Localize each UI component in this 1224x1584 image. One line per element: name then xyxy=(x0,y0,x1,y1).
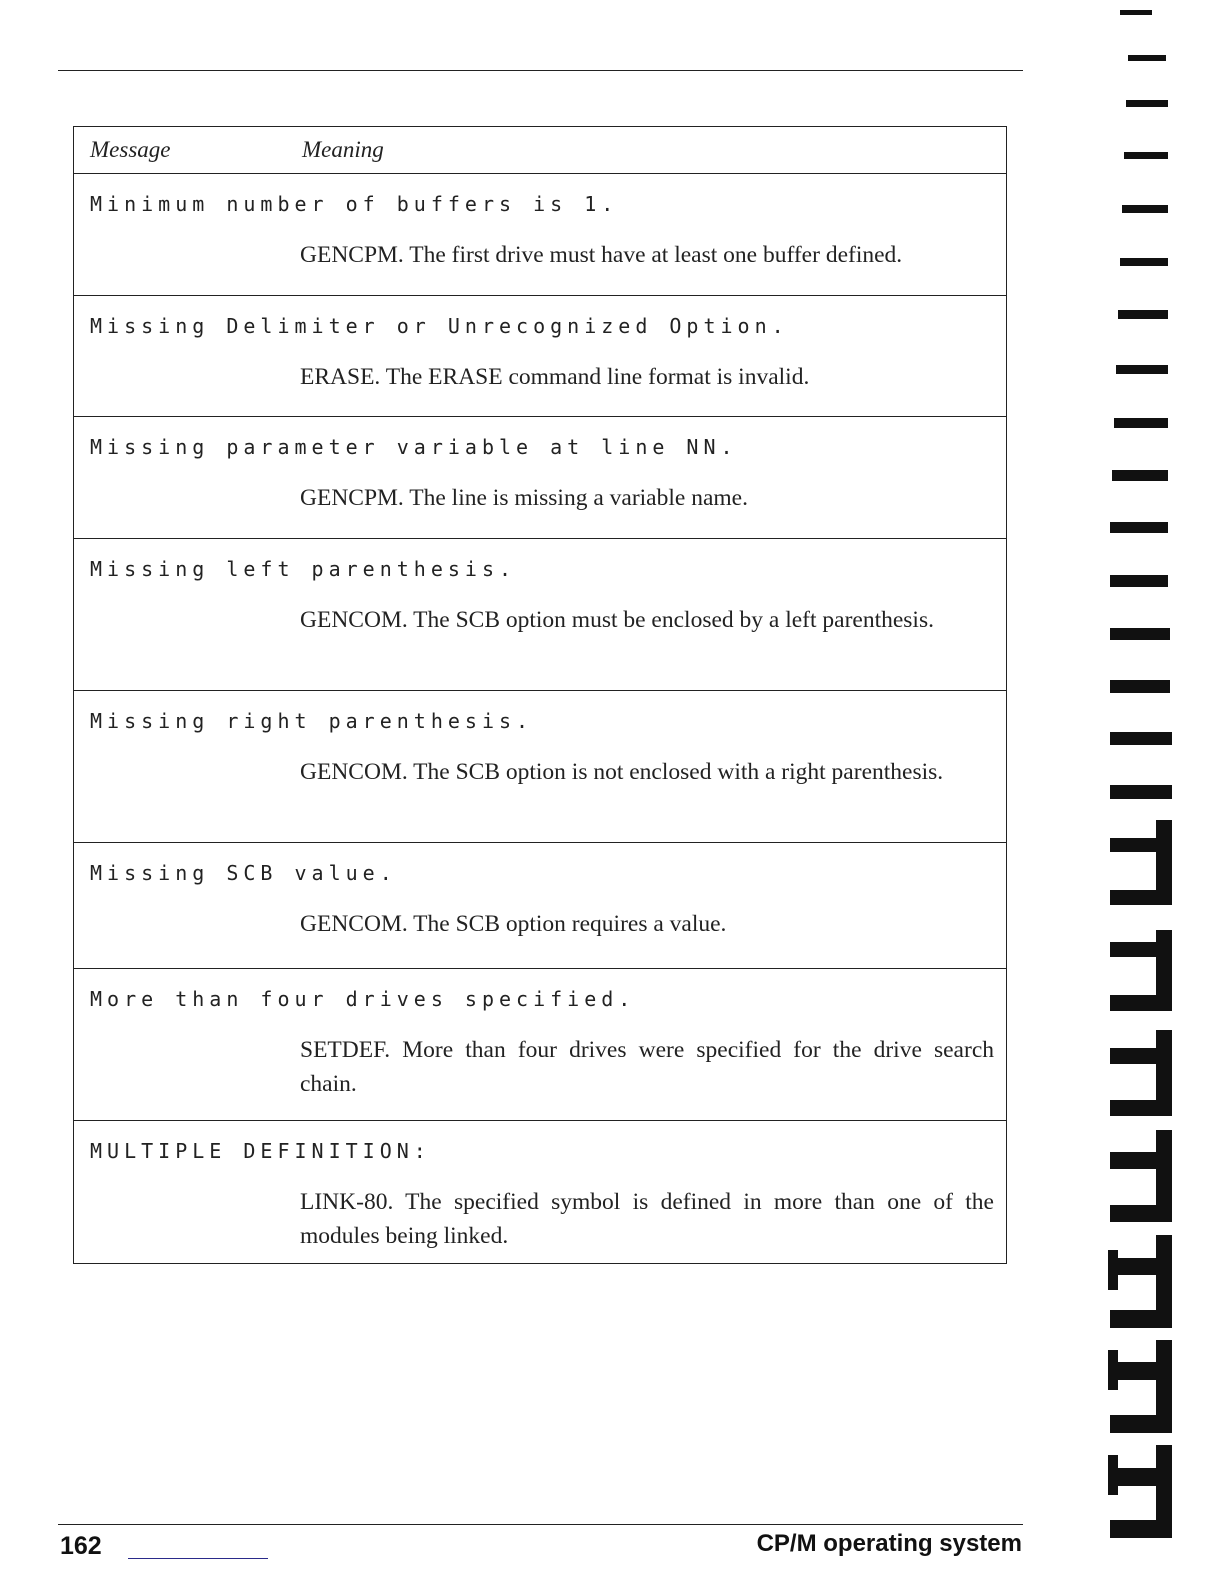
message-text: Missing parameter variable at line NN. xyxy=(90,435,738,459)
table-row xyxy=(74,1121,1006,1263)
top-rule xyxy=(58,70,1023,71)
meaning-text: ERASE. The ERASE command line format is invalid. xyxy=(300,364,810,390)
meaning-text: SETDEF. More than four drives were specified for the drive search chain. xyxy=(300,1037,994,1097)
message-text: Missing Delimiter or Unrecognized Option. xyxy=(90,314,789,338)
table-row xyxy=(74,174,1006,296)
footer-rule xyxy=(58,1524,1023,1525)
meaning-text: LINK-80. The specified symbol is defined in more than one of the modules being linked. xyxy=(300,1189,994,1249)
message-text: MULTIPLE DEFINITION: xyxy=(90,1139,431,1163)
message-text: More than four drives specified. xyxy=(90,987,636,1011)
table-row xyxy=(74,969,1006,1121)
table-row xyxy=(74,417,1006,539)
table-header xyxy=(74,127,1006,174)
message-text: Missing left parenthesis. xyxy=(90,557,517,581)
message-text: Minimum number of buffers is 1. xyxy=(90,192,619,216)
binding-edge-image xyxy=(1098,0,1224,1584)
meaning-text: GENCOM. The SCB option must be enclosed by a left parenthesis. xyxy=(300,607,934,633)
message-text: Missing SCB value. xyxy=(90,861,397,885)
meaning-text: GENCOM. The SCB option is not enclosed with a right parenthesis. xyxy=(300,759,944,785)
table-row xyxy=(74,691,1006,843)
meaning-text: GENCPM. The line is missing a variable name. xyxy=(300,485,748,511)
header-message: Message xyxy=(90,137,171,162)
page-number-underline xyxy=(128,1558,268,1559)
footer-title: CP/M operating system xyxy=(756,1530,1022,1557)
table-row xyxy=(74,843,1006,969)
table-row xyxy=(74,296,1006,417)
message-text: Missing right parenthesis. xyxy=(90,709,534,733)
meaning-text: GENCOM. The SCB option requires a value. xyxy=(300,911,727,937)
meaning-text: GENCPM. The first drive must have at least one buffer defined. xyxy=(300,242,903,268)
page-number: 162 xyxy=(60,1532,102,1560)
table-row xyxy=(74,539,1006,691)
message-table xyxy=(73,126,1007,1264)
header-meaning: Meaning xyxy=(302,137,384,162)
